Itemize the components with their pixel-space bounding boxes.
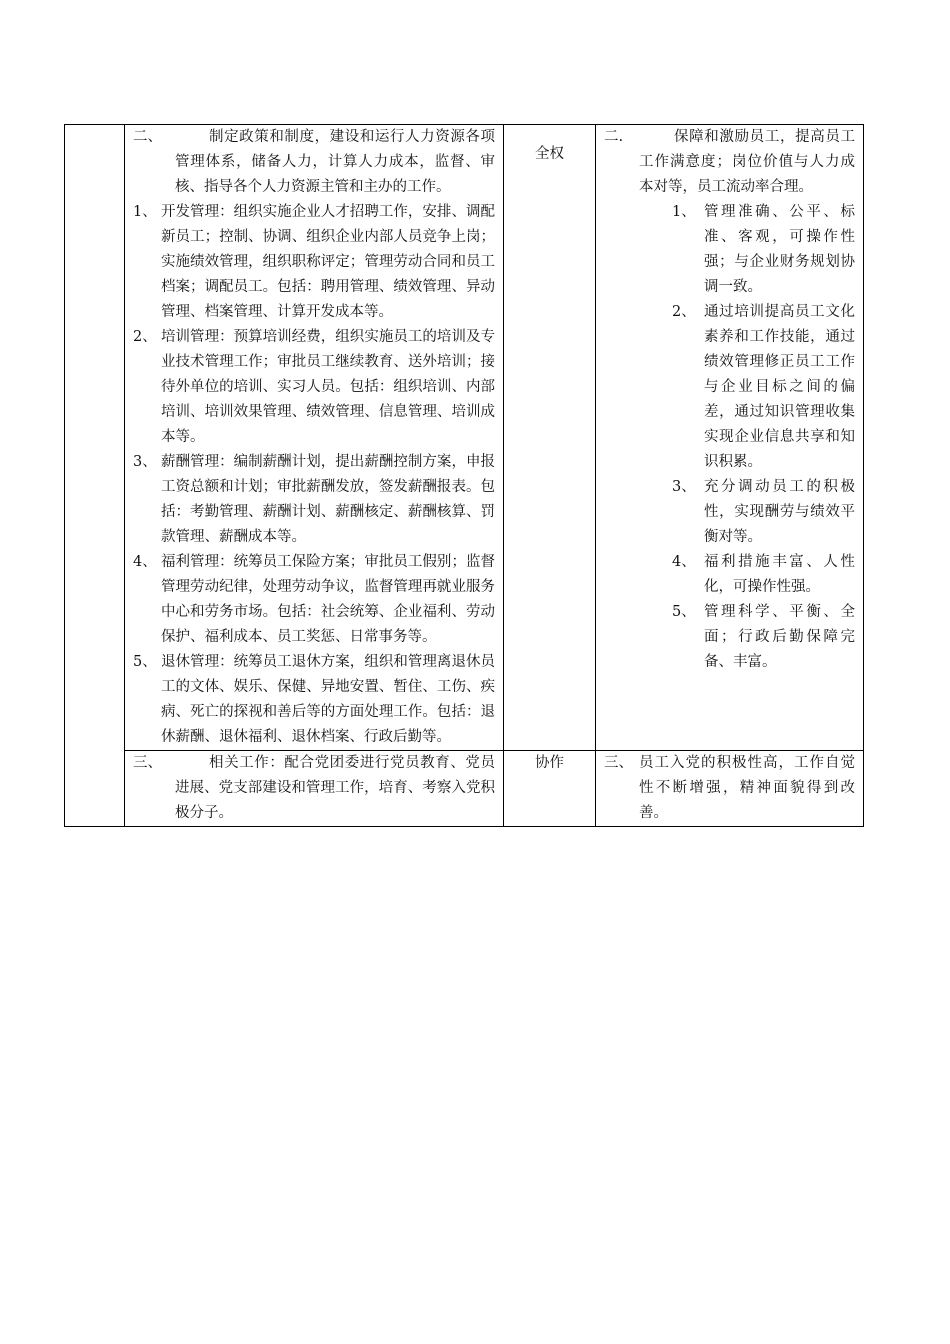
authority-cell <box>504 751 596 827</box>
duty-cell <box>125 751 504 827</box>
blank-cell <box>65 125 125 827</box>
table-row <box>65 751 864 827</box>
list-item <box>604 550 855 600</box>
goal-heading-number: 二. <box>604 129 624 145</box>
item-text: 薪酬管理：编制薪酬计划，提出薪酬控制方案，申报工资总额和计划；审批薪酬发放，签发薪酬报表。包括：考勤管理、薪酬计划、薪酬核定、薪酬核算、罚款管理、薪酬成本等。 <box>161 454 495 545</box>
list-item <box>604 200 855 300</box>
item-number: 4、 <box>133 554 157 570</box>
item-number: 4、 <box>672 554 696 570</box>
list-item <box>133 325 495 450</box>
item-text: 开发管理：组织实施企业人才招聘工作，安排、调配新员工；控制、协调、组织企业内部人员竞争上岗；实施绩效管理，组织职称评定；管理劳动合同和员工档案；调配员工。包括：聘用管理、绩效管理、异动管理、档案管理、计算开发成本等。 <box>161 204 495 320</box>
list-item <box>604 475 855 550</box>
item-number: 5、 <box>133 654 157 670</box>
list-item <box>133 200 495 325</box>
goal-cell <box>596 751 864 827</box>
item-text: 福利措施丰富、人性化，可操作性强。 <box>704 554 855 595</box>
goal-cell <box>596 125 864 751</box>
goal-heading <box>604 751 855 826</box>
duty-cell <box>125 125 504 751</box>
goal-heading-text: 员工入党的积极性高，工作自觉性不断增强，精神面貌得到改善。 <box>639 755 855 821</box>
item-number: 3、 <box>133 454 157 470</box>
item-number: 1、 <box>672 204 696 220</box>
item-text: 管理准确、公平、标准、客观，可操作性强；与企业财务规划协调一致。 <box>704 204 855 295</box>
goal-heading-text: 保障和激励员工，提高员工工作满意度；岗位价值与人力成本对等，员工流动率合理。 <box>639 129 855 195</box>
table-row <box>65 125 864 751</box>
duty-heading-text: 相关工作：配合党团委进行党员教育、党员进展、党支部建设和管理工作，培育、考察入党积极分子。 <box>175 755 495 821</box>
item-text: 退休管理：统筹员工退休方案，组织和管理离退休员工的文体、娱乐、保健、异地安置、暂住、工伤、疾病、死亡的探视和善后等的方面处理工作。包括：退休薪酬、退休福利、退休档案、行政后勤等。 <box>161 654 495 745</box>
list-item <box>133 450 495 550</box>
duty-heading <box>133 751 495 826</box>
list-item <box>604 600 855 675</box>
item-text: 充分调动员工的积极性，实现酬劳与绩效平衡对等。 <box>704 479 855 545</box>
item-number: 2、 <box>672 304 696 320</box>
list-item <box>604 300 855 475</box>
item-number: 5、 <box>672 604 696 620</box>
duty-heading-text: 制定政策和制度，建设和运行人力资源各项管理体系，储备人力，计算人力成本，监督、审核、指导各个人力资源主管和主办的工作。 <box>175 129 495 195</box>
list-item <box>133 650 495 750</box>
authority-label: 协作 <box>535 755 564 771</box>
authority-cell <box>504 125 596 751</box>
goal-heading-number: 三、 <box>604 755 633 771</box>
item-number: 2、 <box>133 329 157 345</box>
duty-heading <box>133 125 495 200</box>
item-text: 管理科学、平衡、全面；行政后勤保障完备、丰富。 <box>704 604 855 670</box>
duty-heading-number: 三、 <box>133 755 162 771</box>
responsibility-table <box>64 124 864 827</box>
duty-heading-number: 二、 <box>133 129 162 145</box>
item-number: 3、 <box>672 479 696 495</box>
goal-heading <box>604 125 855 200</box>
item-text: 通过培训提高员工文化素养和工作技能，通过绩效管理修正员工工作与企业目标之间的偏差，通过知识管理收集实现企业信息共享和知识积累。 <box>704 304 855 470</box>
item-text: 福利管理：统筹员工保险方案；审批员工假别；监督管理劳动纪律，处理劳动争议，监督管理再就业服务中心和劳务市场。包括：社会统筹、企业福利、劳动保护、福利成本、员工奖惩、日常事务等。 <box>161 554 495 645</box>
item-text: 培训管理：预算培训经费，组织实施员工的培训及专业技术管理工作；审批员工继续教育、送外培训；接待外单位的培训、实习人员。包括：组织培训、内部培训、培训效果管理、绩效管理、信息管理、培训成本等。 <box>161 329 495 445</box>
list-item <box>133 550 495 650</box>
item-number: 1、 <box>133 204 157 220</box>
authority-label: 全权 <box>535 146 564 162</box>
